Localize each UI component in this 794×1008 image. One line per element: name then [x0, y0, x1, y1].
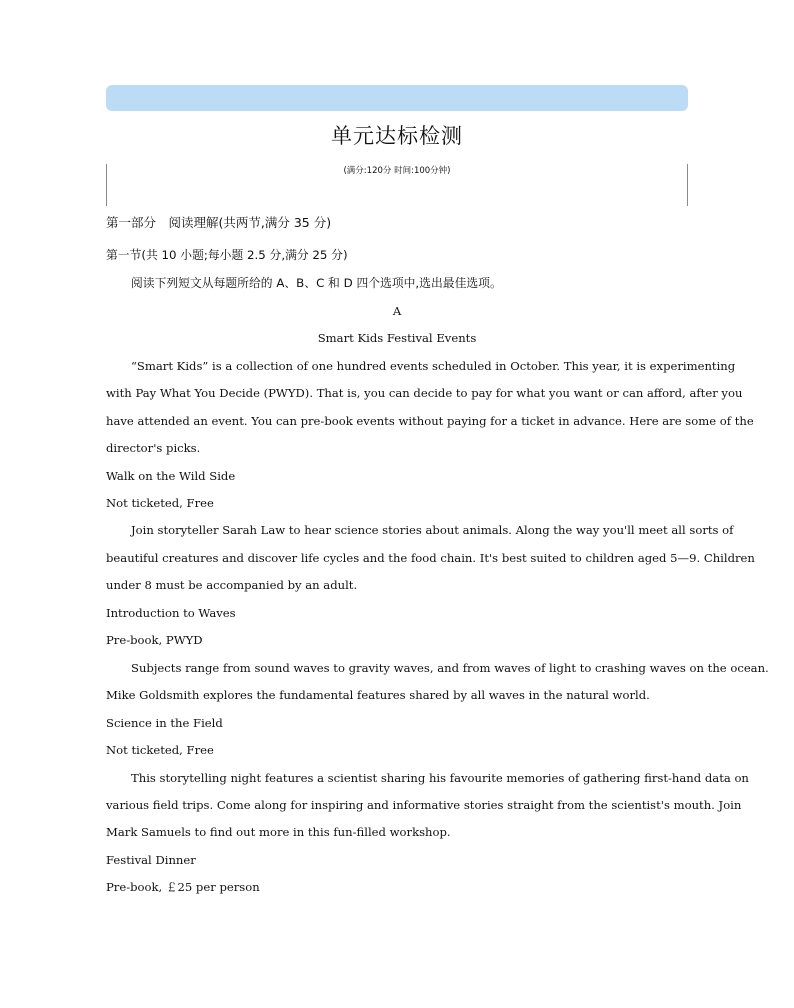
event-name: Festival Dinner — [106, 853, 196, 867]
exam-info: (满分:120分 时间:100分钟) — [343, 166, 451, 176]
event-ticket: Not ticketed, Free — [106, 743, 214, 757]
event-name: Introduction to Waves — [106, 606, 236, 620]
event-ticket: Pre-book, ￡25 per person — [106, 880, 260, 894]
event-ticket: Pre-book, PWYD — [106, 633, 203, 647]
event-name: Walk on the Wild Side — [106, 469, 236, 483]
instruction: 阅读下列短文从每题所给的 A、B、C 和 D 四个选项中,选出最佳选项。 — [131, 276, 502, 290]
intro-line: director's picks. — [106, 441, 201, 455]
event-name: Science in the Field — [106, 716, 223, 730]
event-description: Mark Samuels to find out more in this fun-filled workshop. — [106, 825, 451, 839]
header-banner — [106, 85, 688, 111]
intro-line: with Pay What You Decide (PWYD). That is, you can decide to pay for what you want or can afford, after you — [106, 386, 743, 400]
event-description: beautiful creatures and discover life cycles and the food chain. It's best suited to children aged 5—9. Children — [106, 551, 755, 565]
page-title: 单元达标检测 — [331, 124, 463, 148]
event-ticket: Not ticketed, Free — [106, 496, 214, 510]
passage-letter: A — [392, 304, 402, 318]
passage-title: Smart Kids Festival Events — [317, 331, 477, 345]
event-description: various field trips. Come along for inspiring and informative stories straight from the scientist's mouth. Join — [106, 798, 742, 812]
event-description: Mike Goldsmith explores the fundamental features shared by all waves in the natural world. — [106, 688, 650, 702]
event-description: under 8 must be accompanied by an adult. — [106, 578, 358, 592]
event-description: Join storyteller Sarah Law to hear science stories about animals. Along the way you'll meet all sorts of — [131, 523, 734, 537]
section-heading: 第一节(共 10 小题;每小题 2.5 分,满分 25 分) — [106, 248, 348, 262]
part-heading: 第一部分 阅读理解(共两节,满分 35 分) — [106, 215, 332, 230]
intro-line: have attended an event. You can pre-book events without paying for a ticket in advance. Here are some of the — [106, 414, 754, 428]
event-description: Subjects range from sound waves to gravity waves, and from waves of light to crashing waves on the ocean. — [131, 661, 769, 675]
intro-line: “Smart Kids” is a collection of one hundred events scheduled in October. This year, it is experimenting — [131, 359, 736, 373]
event-description: This storytelling night features a scientist sharing his favourite memories of gathering first-hand data on — [131, 771, 749, 785]
